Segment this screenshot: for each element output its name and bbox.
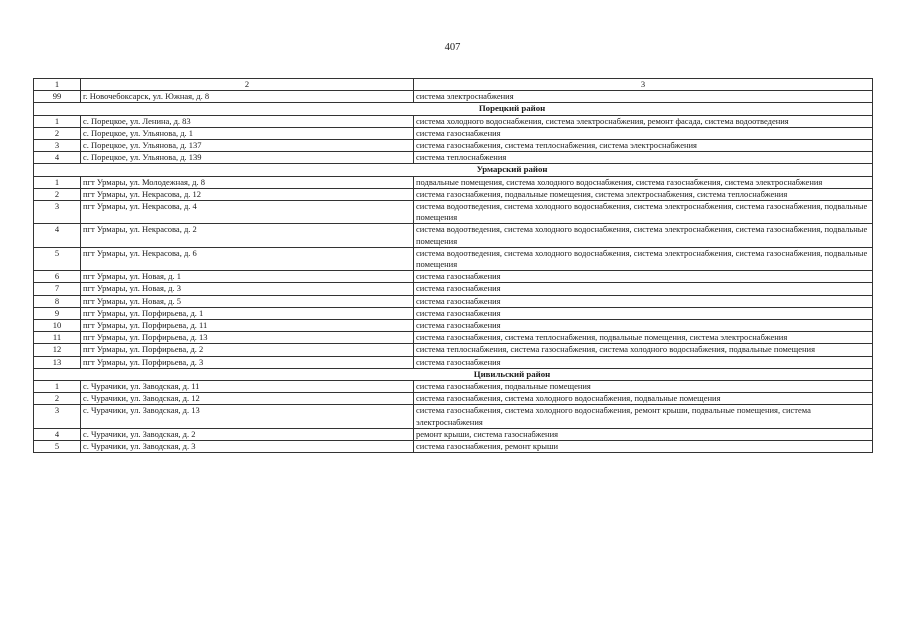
row-number-cell: 1 bbox=[34, 176, 81, 188]
table-row bbox=[34, 441, 873, 453]
row-number-cell: 5 bbox=[34, 247, 81, 270]
works-cell: подвальные помещения, система холодного водоснабжения, система газоснабжения, система электроснабжения bbox=[414, 176, 873, 188]
table-row bbox=[34, 140, 873, 152]
page-number: 407 bbox=[444, 42, 461, 53]
address-cell: пгт Урмары, ул. Некрасова, д. 6 bbox=[81, 247, 414, 270]
table-row bbox=[34, 283, 873, 295]
address-cell: с. Чурачики, ул. Заводская, д. 2 bbox=[81, 428, 414, 440]
works-cell: система газоснабжения bbox=[414, 295, 873, 307]
district-name: Урмарский район bbox=[34, 164, 873, 176]
works-cell: система холодного водоснабжения, система электроснабжения, ремонт фасада, система водоотведения bbox=[414, 115, 873, 127]
table-row bbox=[34, 176, 873, 188]
address-cell: с. Чурачики, ул. Заводская, д. 3 bbox=[81, 441, 414, 453]
table-row bbox=[34, 320, 873, 332]
row-number-cell: 5 bbox=[34, 441, 81, 453]
works-cell: система газоснабжения, система холодного водоснабжения, подвальные помещения bbox=[414, 393, 873, 405]
address-cell: пгт Урмары, ул. Некрасова, д. 12 bbox=[81, 188, 414, 200]
row-number-cell: 4 bbox=[34, 224, 81, 247]
row-number-cell: 11 bbox=[34, 332, 81, 344]
table-row bbox=[34, 115, 873, 127]
district-header-row bbox=[34, 103, 873, 115]
row-number-cell: 12 bbox=[34, 344, 81, 356]
address-cell: с. Порецкое, ул. Ульянова, д. 139 bbox=[81, 152, 414, 164]
address-cell: пгт Урмары, ул. Порфирьева, д. 3 bbox=[81, 356, 414, 368]
works-cell: система газоснабжения, подвальные помещения bbox=[414, 381, 873, 393]
table-row bbox=[34, 127, 873, 139]
row-number-cell: 4 bbox=[34, 152, 81, 164]
address-cell: г. Новочебоксарск, ул. Южная, д. 8 bbox=[81, 91, 414, 103]
table-row bbox=[34, 247, 873, 270]
works-cell: система газоснабжения, система теплоснабжения, система электроснабжения bbox=[414, 140, 873, 152]
table-row bbox=[34, 152, 873, 164]
address-cell: пгт Урмары, ул. Молодежная, д. 8 bbox=[81, 176, 414, 188]
address-cell: пгт Урмары, ул. Новая, д. 1 bbox=[81, 271, 414, 283]
works-cell: система газоснабжения bbox=[414, 356, 873, 368]
table-row bbox=[34, 295, 873, 307]
works-cell: система газоснабжения bbox=[414, 283, 873, 295]
column-number-row bbox=[34, 79, 873, 91]
works-cell: система водоотведения, система холодного водоснабжения, система электроснабжения, система газоснабжения, подвальные помещения bbox=[414, 201, 873, 224]
address-cell: пгт Урмары, ул. Новая, д. 3 bbox=[81, 283, 414, 295]
row-number-cell: 13 bbox=[34, 356, 81, 368]
table-row bbox=[34, 307, 873, 319]
row-number-cell: 2 bbox=[34, 393, 81, 405]
table-row bbox=[34, 188, 873, 200]
address-cell: пгт Урмары, ул. Порфирьева, д. 11 bbox=[81, 320, 414, 332]
works-cell: система газоснабжения bbox=[414, 307, 873, 319]
works-table bbox=[33, 78, 873, 453]
table-row bbox=[34, 271, 873, 283]
row-number-cell: 1 bbox=[34, 115, 81, 127]
works-cell: система газоснабжения, ремонт крыши bbox=[414, 441, 873, 453]
row-number-cell: 99 bbox=[34, 91, 81, 103]
table-row bbox=[34, 332, 873, 344]
address-cell: пгт Урмары, ул. Некрасова, д. 4 bbox=[81, 201, 414, 224]
address-cell: с. Чурачики, ул. Заводская, д. 13 bbox=[81, 405, 414, 428]
address-cell: пгт Урмары, ул. Порфирьева, д. 13 bbox=[81, 332, 414, 344]
works-cell: система газоснабжения bbox=[414, 127, 873, 139]
table-body bbox=[34, 79, 873, 453]
table-row bbox=[34, 393, 873, 405]
works-cell: система теплоснабжения bbox=[414, 152, 873, 164]
row-number-cell: 1 bbox=[34, 381, 81, 393]
address-cell: с. Чурачики, ул. Заводская, д. 11 bbox=[81, 381, 414, 393]
works-cell: система газоснабжения, система теплоснабжения, подвальные помещения, система электроснабжения bbox=[414, 332, 873, 344]
table-row bbox=[34, 356, 873, 368]
row-number-cell: 10 bbox=[34, 320, 81, 332]
address-cell: пгт Урмары, ул. Порфирьева, д. 1 bbox=[81, 307, 414, 319]
works-cell: ремонт крыши, система газоснабжения bbox=[414, 428, 873, 440]
address-cell: с. Порецкое, ул. Ульянова, д. 137 bbox=[81, 140, 414, 152]
district-name: Цивильский район bbox=[34, 368, 873, 380]
table-row bbox=[34, 201, 873, 224]
table-row bbox=[34, 224, 873, 247]
district-name: Порецкий район bbox=[34, 103, 873, 115]
row-number-cell: 3 bbox=[34, 201, 81, 224]
table-row bbox=[34, 381, 873, 393]
row-number-cell: 6 bbox=[34, 271, 81, 283]
row-number-cell: 8 bbox=[34, 295, 81, 307]
row-number-cell: 2 bbox=[34, 188, 81, 200]
address-cell: с. Порецкое, ул. Ленина, д. 83 bbox=[81, 115, 414, 127]
works-cell: система газоснабжения, система холодного водоснабжения, ремонт крыши, подвальные помещения, система электроснабжения bbox=[414, 405, 873, 428]
row-number-cell: 3 bbox=[34, 140, 81, 152]
works-cell: система водоотведения, система холодного водоснабжения, система электроснабжения, система газоснабжения, подвальные помещения bbox=[414, 224, 873, 247]
works-cell: система газоснабжения, подвальные помещения, система электроснабжения, система теплоснабжения bbox=[414, 188, 873, 200]
works-cell: система газоснабжения bbox=[414, 320, 873, 332]
table-row bbox=[34, 405, 873, 428]
table-row bbox=[34, 428, 873, 440]
column-number-3: 3 bbox=[414, 79, 873, 91]
address-cell: пгт Урмары, ул. Порфирьева, д. 2 bbox=[81, 344, 414, 356]
column-number-1: 1 bbox=[34, 79, 81, 91]
table-row bbox=[34, 91, 873, 103]
address-cell: пгт Урмары, ул. Новая, д. 5 bbox=[81, 295, 414, 307]
district-header-row bbox=[34, 164, 873, 176]
works-cell: система электроснабжения bbox=[414, 91, 873, 103]
address-cell: пгт Урмары, ул. Некрасова, д. 2 bbox=[81, 224, 414, 247]
row-number-cell: 7 bbox=[34, 283, 81, 295]
address-cell: с. Порецкое, ул. Ульянова, д. 1 bbox=[81, 127, 414, 139]
district-header-row bbox=[34, 368, 873, 380]
table-row bbox=[34, 344, 873, 356]
works-cell: система теплоснабжения, система газоснабжения, система холодного водоснабжения, подвальные помещения bbox=[414, 344, 873, 356]
row-number-cell: 4 bbox=[34, 428, 81, 440]
row-number-cell: 3 bbox=[34, 405, 81, 428]
row-number-cell: 2 bbox=[34, 127, 81, 139]
address-cell: с. Чурачики, ул. Заводская, д. 12 bbox=[81, 393, 414, 405]
column-number-2: 2 bbox=[81, 79, 414, 91]
works-cell: система газоснабжения bbox=[414, 271, 873, 283]
works-cell: система водоотведения, система холодного водоснабжения, система электроснабжения, система газоснабжения, подвальные помещения bbox=[414, 247, 873, 270]
row-number-cell: 9 bbox=[34, 307, 81, 319]
